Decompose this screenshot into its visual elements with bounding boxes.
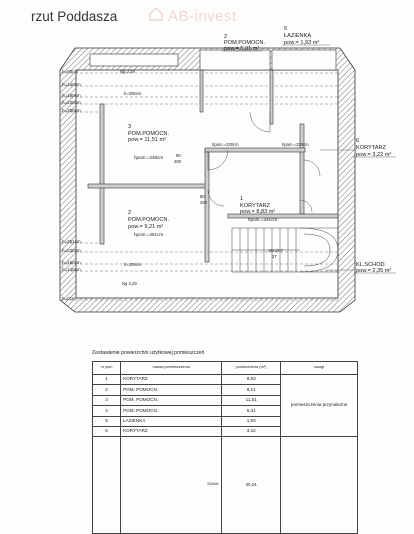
cell-area: 11,51 — [222, 395, 281, 405]
cell-nr: 6 — [93, 426, 121, 436]
header-note: uwagi — [281, 362, 358, 375]
room-area: pow.= 3,22 m² — [356, 152, 392, 158]
room-name: ŁAZIENKA — [284, 33, 312, 39]
height-label: hpom.=230cm — [212, 142, 239, 147]
level-label: h=190cm — [62, 260, 81, 265]
window-label: Ng 3,29 — [122, 281, 137, 286]
cell-nr: 2 — [93, 385, 121, 395]
cell-name: ŁAZIENKA — [121, 416, 222, 426]
room-height: hpom.=248cm — [134, 155, 164, 160]
level-label: h=190cm — [62, 93, 81, 98]
table-title: Zestawienie powierzchni użytkowej pomieszczeń — [92, 350, 205, 356]
level-label: h=90cm — [62, 69, 79, 74]
table-sum-row — [93, 437, 358, 534]
height-label: h=205cm — [124, 262, 142, 267]
room-number: 5 — [284, 26, 288, 32]
cell-nr: 1 — [93, 375, 121, 385]
room-label-staircase — [356, 262, 391, 274]
cell-nr: 3 — [93, 395, 121, 405]
cell-area: 3,22 — [222, 426, 281, 436]
header-nr: nr pom — [93, 362, 121, 375]
room-number: 3 — [128, 124, 132, 130]
cell-name: POM. POMOCN. — [121, 406, 222, 416]
room-name: POM.POMOCN. — [128, 217, 170, 223]
height-label: hpom.=230cm — [282, 142, 309, 147]
cell-area: 9,21 — [222, 385, 281, 395]
room-label-top-middle — [224, 34, 265, 52]
room-name: POM.POMOCN. — [224, 40, 266, 46]
room-area: pow.= 11,51 m² — [128, 137, 166, 143]
cell-name: POM. POMOCN. — [121, 395, 222, 405]
level-label: h=230cm — [62, 100, 81, 105]
room-area: pow.= 1,93 m² — [284, 40, 320, 46]
room-area: pow.= 9,21 m² — [128, 224, 164, 230]
room-height: hpom.=251cm — [134, 232, 164, 237]
cell-name: POM. POMOCN. — [121, 385, 222, 395]
room-name: KORYTARZ — [356, 145, 386, 151]
level-label: h=140cm — [62, 267, 81, 272]
door-label: 80 — [200, 194, 205, 199]
level-label: h=230cm — [62, 248, 81, 253]
cell-area: 5,31 — [222, 406, 281, 416]
watermark: AB-invest — [168, 8, 237, 25]
room-number: 1 — [240, 196, 244, 202]
room-number: 2 — [128, 210, 132, 216]
room-area: pow.= 5,31 m² — [224, 46, 260, 52]
room-label-bathroom — [284, 26, 319, 46]
room-name: KL.SCHOD. — [356, 262, 387, 268]
room-name: POM.POMOCN. — [128, 131, 170, 137]
room-number: 2 — [224, 34, 228, 40]
stair-label: 19x16,7 — [268, 248, 283, 253]
cell-empty — [93, 437, 121, 534]
header-area: powierzchnia (m²) — [222, 362, 281, 375]
page-title: rzut Poddasza — [31, 9, 118, 24]
level-label: h=140cm — [62, 82, 81, 87]
room-area: pow.= 8,83 m² — [240, 209, 276, 215]
room-number: 6 — [356, 138, 360, 144]
sum-label: SUMA: — [121, 437, 222, 534]
cell-nr: 4 — [93, 406, 121, 416]
table-header-row — [93, 362, 358, 375]
cell-area: 8,83 — [222, 375, 281, 385]
door-label: 90 — [176, 153, 181, 158]
cell-empty — [281, 437, 358, 534]
cell-area: 1,93 — [222, 416, 281, 426]
door-label: 200 — [174, 159, 181, 164]
cell-name: KORYTARZ — [121, 426, 222, 436]
cell-name: KORYTARZ — [121, 375, 222, 385]
level-label: h=260cm — [62, 108, 81, 113]
room-label-corridor-6 — [356, 138, 391, 158]
stair-label: 27 — [272, 254, 277, 259]
height-label: h=205cm — [124, 91, 142, 96]
room-area: pow.= 2,35 m² — [356, 268, 392, 274]
area-table — [92, 361, 358, 534]
cell-note: pomieszczenia przynależne — [281, 375, 358, 437]
sum-value: 40,01 — [222, 437, 281, 534]
cell-nr: 5 — [93, 416, 121, 426]
header-name: nazwa pomieszczenia — [121, 362, 222, 375]
room-name: KORYTARZ — [240, 203, 270, 209]
level-label: h=251cm — [62, 239, 81, 244]
window-label: Ng 3,29 — [120, 69, 135, 74]
table-row — [93, 375, 358, 385]
room-height: hpom.=241cm — [248, 217, 278, 222]
door-label: 200 — [200, 200, 207, 205]
level-label: h=0cm — [62, 296, 76, 301]
